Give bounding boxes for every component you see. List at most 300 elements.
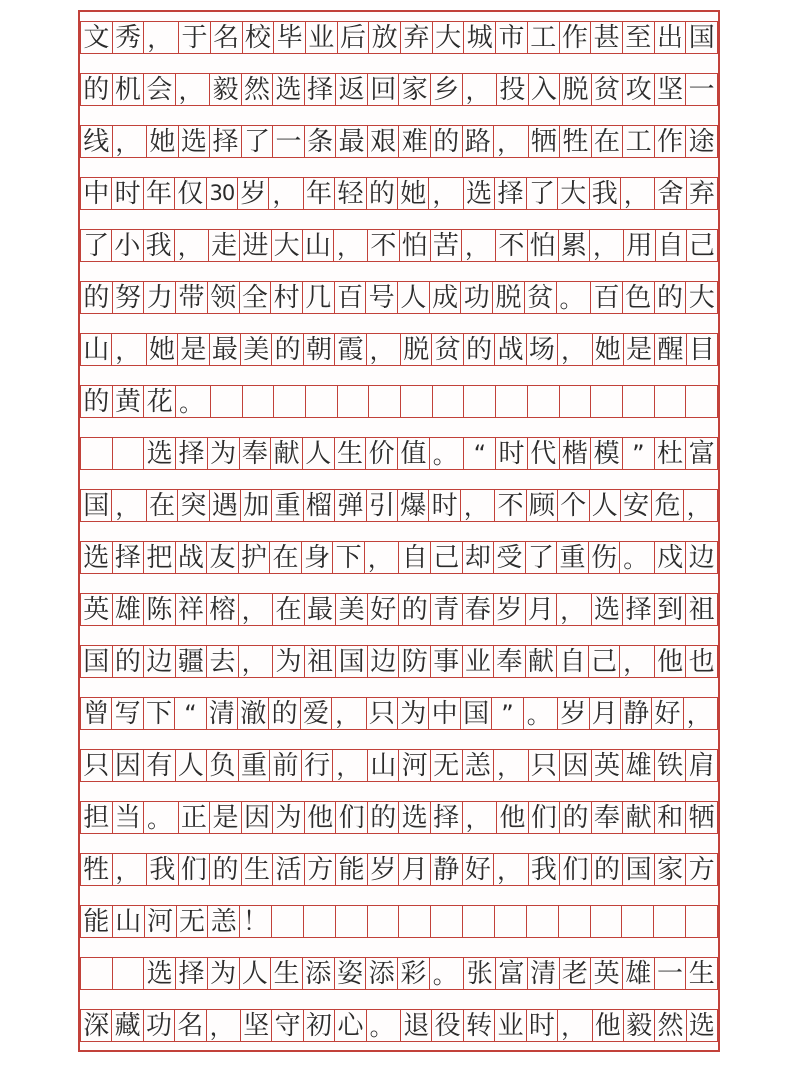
character-cell: 边 bbox=[368, 645, 400, 678]
character-cell: 只 bbox=[367, 697, 398, 730]
character-cell: 一 bbox=[686, 73, 718, 106]
character-cell: 选 bbox=[144, 437, 176, 470]
character-cell: 为 bbox=[208, 957, 240, 990]
character-cell: 国 bbox=[80, 645, 113, 678]
character-cell: 奉 bbox=[240, 437, 272, 470]
character-cell: ， bbox=[558, 1009, 592, 1042]
grid-row bbox=[80, 541, 718, 574]
character-cell: 功 bbox=[461, 281, 493, 314]
character-cell: 雄 bbox=[623, 749, 655, 782]
character-cell: 她 bbox=[398, 177, 429, 210]
character-cell: ” bbox=[623, 437, 655, 470]
character-cell: ， bbox=[333, 749, 368, 782]
character-cell: 无 bbox=[431, 749, 463, 782]
character-cell: 作 bbox=[655, 125, 687, 158]
empty-cell bbox=[464, 385, 496, 418]
character-cell: 放 bbox=[369, 21, 401, 54]
empty-cell bbox=[243, 385, 275, 418]
character-cell: 春 bbox=[463, 593, 495, 626]
character-cell: 家 bbox=[655, 853, 687, 886]
empty-cell bbox=[495, 905, 527, 938]
character-cell: 危 bbox=[652, 489, 683, 522]
character-cell: 献 bbox=[623, 801, 655, 834]
character-cell: ！ bbox=[240, 905, 272, 938]
character-cell: 条 bbox=[305, 125, 337, 158]
character-cell: 领 bbox=[208, 281, 240, 314]
character-cell: 突 bbox=[178, 489, 209, 522]
character-cell: 曾 bbox=[80, 697, 112, 730]
character-cell: 己 bbox=[589, 645, 621, 678]
character-cell: ， bbox=[463, 801, 498, 834]
character-cell: 择 bbox=[113, 541, 145, 574]
character-cell: 受 bbox=[494, 541, 526, 574]
character-cell: 大 bbox=[433, 21, 465, 54]
character-cell: 是 bbox=[624, 333, 655, 366]
character-cell: ， bbox=[621, 177, 655, 210]
character-cell: 不 bbox=[495, 489, 526, 522]
character-cell: 我 bbox=[147, 853, 179, 886]
character-cell: 文 bbox=[80, 21, 113, 54]
character-cell: 城 bbox=[464, 21, 496, 54]
character-cell: 们 bbox=[336, 801, 368, 834]
character-cell: 他 bbox=[497, 801, 529, 834]
character-cell: 功 bbox=[144, 1009, 175, 1042]
character-cell: 榕 bbox=[207, 593, 239, 626]
character-cell: ， bbox=[112, 489, 146, 522]
character-cell: 无 bbox=[177, 905, 209, 938]
character-cell: 美 bbox=[241, 333, 272, 366]
character-cell: 一 bbox=[273, 125, 305, 158]
character-cell: 个 bbox=[558, 489, 589, 522]
character-cell: 仅 bbox=[175, 177, 206, 210]
character-cell: 毅 bbox=[624, 1009, 655, 1042]
character-cell: 们 bbox=[529, 801, 561, 834]
empty-cell bbox=[399, 905, 431, 938]
character-cell: ， bbox=[590, 229, 624, 262]
character-cell: 重 bbox=[557, 541, 589, 574]
character-cell: 了 bbox=[526, 541, 558, 574]
character-cell: 投 bbox=[497, 73, 529, 106]
character-cell: 因 bbox=[113, 749, 145, 782]
character-cell: 时 bbox=[112, 177, 143, 210]
character-cell: 至 bbox=[623, 21, 655, 54]
character-cell: 择 bbox=[176, 437, 208, 470]
character-cell: 难 bbox=[399, 125, 431, 158]
character-cell: ， bbox=[684, 697, 718, 730]
character-cell: 国 bbox=[461, 697, 492, 730]
empty-cell bbox=[274, 385, 306, 418]
grid-row bbox=[80, 177, 718, 210]
character-cell: 贫 bbox=[432, 333, 463, 366]
character-cell: 艰 bbox=[368, 125, 400, 158]
character-cell: 当 bbox=[113, 801, 145, 834]
character-cell: 也 bbox=[686, 645, 718, 678]
character-cell: ， bbox=[113, 125, 148, 158]
character-cell: ， bbox=[334, 229, 368, 262]
character-cell: 岁 bbox=[558, 697, 589, 730]
character-cell: 时 bbox=[496, 437, 528, 470]
character-cell: 的 bbox=[368, 801, 400, 834]
character-cell: 好 bbox=[368, 593, 400, 626]
character-cell: 然 bbox=[655, 1009, 686, 1042]
character-cell: 用 bbox=[624, 229, 655, 262]
character-cell: 弃 bbox=[687, 177, 718, 210]
character-cell: “ bbox=[175, 697, 206, 730]
character-cell: ， bbox=[620, 645, 655, 678]
character-cell: ， bbox=[332, 697, 366, 730]
character-cell: 疆 bbox=[176, 645, 208, 678]
character-cell: ， bbox=[463, 73, 498, 106]
character-cell: 老 bbox=[560, 957, 592, 990]
character-cell: 贫 bbox=[592, 73, 624, 106]
character-cell: 奉 bbox=[494, 645, 526, 678]
character-cell: 好 bbox=[463, 853, 495, 886]
character-cell: 献 bbox=[526, 645, 558, 678]
character-cell: 择 bbox=[431, 801, 463, 834]
character-cell: 的 bbox=[80, 385, 113, 418]
character-cell: 边 bbox=[686, 541, 718, 574]
character-cell: 人 bbox=[303, 437, 335, 470]
character-cell: 毕 bbox=[274, 21, 306, 54]
character-cell: 牲 bbox=[80, 853, 113, 886]
character-cell: 的 bbox=[113, 645, 145, 678]
character-cell: 黄 bbox=[113, 385, 145, 418]
character-cell: 铁 bbox=[655, 749, 687, 782]
empty-cell bbox=[623, 385, 655, 418]
character-cell: 把 bbox=[144, 541, 176, 574]
character-cell: 选 bbox=[273, 73, 305, 106]
character-cell: 工 bbox=[528, 21, 560, 54]
character-cell: 。 bbox=[524, 697, 558, 730]
empty-cell bbox=[463, 905, 495, 938]
character-cell: 她 bbox=[147, 333, 178, 366]
character-cell: 战 bbox=[495, 333, 526, 366]
character-cell: 在 bbox=[147, 489, 178, 522]
character-cell: 了 bbox=[242, 125, 274, 158]
character-cell: 下 bbox=[333, 541, 365, 574]
character-cell: 选 bbox=[179, 125, 211, 158]
character-cell: 小 bbox=[112, 229, 143, 262]
character-cell: 怕 bbox=[400, 229, 431, 262]
character-cell: 为 bbox=[398, 697, 429, 730]
character-cell: 牺 bbox=[686, 801, 718, 834]
character-cell: ， bbox=[239, 645, 274, 678]
empty-cell bbox=[338, 385, 370, 418]
empty-cell bbox=[528, 385, 560, 418]
character-cell: 在 bbox=[592, 125, 624, 158]
character-cell: 护 bbox=[239, 541, 271, 574]
grid-row bbox=[80, 905, 718, 938]
character-cell: 市 bbox=[496, 21, 528, 54]
character-cell: 只 bbox=[529, 749, 561, 782]
character-cell: 择 bbox=[495, 177, 526, 210]
character-cell: 百 bbox=[591, 281, 623, 314]
empty-cell bbox=[369, 385, 401, 418]
character-cell: 的 bbox=[592, 853, 624, 886]
character-cell: 祖 bbox=[305, 645, 337, 678]
character-cell: 雄 bbox=[113, 593, 145, 626]
character-cell: 担 bbox=[80, 801, 113, 834]
character-cell: 霞 bbox=[335, 333, 366, 366]
character-cell: 名 bbox=[175, 1009, 206, 1042]
character-cell: 恙 bbox=[208, 905, 240, 938]
character-cell: 不 bbox=[368, 229, 399, 262]
character-cell: 山 bbox=[113, 905, 145, 938]
character-cell: 择 bbox=[210, 125, 242, 158]
grid-row bbox=[80, 489, 718, 522]
empty-cell bbox=[368, 905, 400, 938]
character-cell: ， bbox=[494, 749, 529, 782]
character-cell: 引 bbox=[367, 489, 398, 522]
character-cell: 大 bbox=[558, 177, 589, 210]
character-cell: 和 bbox=[655, 801, 687, 834]
empty-cell bbox=[686, 385, 718, 418]
character-cell: 英 bbox=[80, 593, 113, 626]
empty-cell bbox=[211, 385, 243, 418]
empty-cell bbox=[527, 905, 559, 938]
character-cell: 去 bbox=[207, 645, 239, 678]
character-cell: 是 bbox=[210, 801, 242, 834]
character-cell: 能 bbox=[336, 853, 368, 886]
character-cell: 选 bbox=[80, 541, 113, 574]
character-cell: 榴 bbox=[304, 489, 335, 522]
empty-cell bbox=[622, 905, 654, 938]
character-cell: 张 bbox=[464, 957, 496, 990]
character-cell: 山 bbox=[80, 333, 112, 366]
character-cell: 了 bbox=[527, 177, 558, 210]
character-cell: 转 bbox=[464, 1009, 495, 1042]
character-cell: 毅 bbox=[210, 73, 242, 106]
character-cell: ， bbox=[176, 73, 211, 106]
character-cell: 回 bbox=[368, 73, 400, 106]
character-cell: 代 bbox=[528, 437, 560, 470]
character-cell: 的 bbox=[431, 125, 463, 158]
character-cell: 负 bbox=[207, 749, 239, 782]
character-cell: 中 bbox=[80, 177, 112, 210]
character-cell: ， bbox=[269, 177, 303, 210]
grid-row bbox=[80, 593, 718, 626]
character-cell: 怕 bbox=[528, 229, 559, 262]
character-cell: 是 bbox=[178, 333, 209, 366]
character-cell: 陈 bbox=[144, 593, 176, 626]
character-cell: 选 bbox=[144, 957, 176, 990]
character-cell: ， bbox=[207, 1009, 241, 1042]
character-cell: 名 bbox=[211, 21, 243, 54]
character-cell: 富 bbox=[686, 437, 718, 470]
character-cell: 杜 bbox=[655, 437, 687, 470]
empty-cell bbox=[401, 385, 433, 418]
character-cell: ， bbox=[494, 853, 529, 886]
character-cell: 业 bbox=[495, 1009, 526, 1042]
character-cell: 30 bbox=[207, 177, 238, 210]
character-cell: 选 bbox=[464, 177, 495, 210]
character-cell: 朝 bbox=[304, 333, 335, 366]
character-cell: ， bbox=[684, 489, 718, 522]
character-cell: 添 bbox=[303, 957, 335, 990]
character-cell: 他 bbox=[655, 645, 687, 678]
character-cell: 于 bbox=[179, 21, 211, 54]
character-cell: 祥 bbox=[176, 593, 208, 626]
empty-cell bbox=[306, 385, 338, 418]
character-cell: 然 bbox=[242, 73, 274, 106]
character-cell: 能 bbox=[80, 905, 113, 938]
character-cell: 苦 bbox=[431, 229, 462, 262]
character-cell: 人 bbox=[240, 957, 272, 990]
character-cell: 入 bbox=[529, 73, 561, 106]
character-cell: 有 bbox=[144, 749, 176, 782]
character-cell: 的 bbox=[269, 697, 300, 730]
character-cell: 的 bbox=[464, 333, 495, 366]
character-cell: 国 bbox=[336, 645, 368, 678]
character-cell: 自 bbox=[399, 541, 431, 574]
character-cell: 脱 bbox=[560, 73, 592, 106]
character-cell: 时 bbox=[527, 1009, 558, 1042]
character-cell: 路 bbox=[463, 125, 495, 158]
character-cell: 攻 bbox=[623, 73, 655, 106]
character-cell: 战 bbox=[176, 541, 208, 574]
character-cell: 甚 bbox=[591, 21, 623, 54]
character-cell: 好 bbox=[652, 697, 683, 730]
grid-row bbox=[80, 281, 718, 314]
character-cell: 。 bbox=[620, 541, 655, 574]
character-cell: 家 bbox=[399, 73, 431, 106]
composition-sheet bbox=[78, 10, 720, 1052]
character-cell: 。 bbox=[430, 957, 465, 990]
character-cell: 选 bbox=[399, 801, 431, 834]
character-cell: 人 bbox=[590, 489, 621, 522]
character-cell: 生 bbox=[686, 957, 718, 990]
character-cell: 月 bbox=[399, 853, 431, 886]
character-cell: 舍 bbox=[655, 177, 686, 210]
character-cell: 全 bbox=[240, 281, 272, 314]
character-cell: 国 bbox=[686, 21, 718, 54]
character-cell: 色 bbox=[623, 281, 655, 314]
character-cell: 的 bbox=[210, 853, 242, 886]
character-cell: 业 bbox=[463, 645, 495, 678]
character-cell: 花 bbox=[144, 385, 176, 418]
character-cell: 自 bbox=[656, 229, 687, 262]
empty-cell bbox=[591, 385, 623, 418]
character-cell: 役 bbox=[432, 1009, 463, 1042]
empty-cell bbox=[654, 905, 686, 938]
character-cell: 在 bbox=[273, 593, 305, 626]
character-cell: 身 bbox=[302, 541, 334, 574]
empty-cell bbox=[431, 905, 463, 938]
character-cell: 初 bbox=[304, 1009, 335, 1042]
character-cell: 弹 bbox=[335, 489, 366, 522]
character-cell: 深 bbox=[80, 1009, 112, 1042]
empty-cell bbox=[591, 905, 623, 938]
grid-row bbox=[80, 333, 718, 366]
character-cell: ， bbox=[144, 21, 179, 54]
character-cell: 脱 bbox=[401, 333, 432, 366]
character-cell: 们 bbox=[179, 853, 211, 886]
character-cell: 脱 bbox=[493, 281, 525, 314]
character-cell: 边 bbox=[144, 645, 176, 678]
character-cell: 肩 bbox=[686, 749, 718, 782]
character-cell: 场 bbox=[527, 333, 558, 366]
character-cell: 择 bbox=[176, 957, 208, 990]
character-cell: 活 bbox=[273, 853, 305, 886]
character-cell: 百 bbox=[335, 281, 367, 314]
character-cell: 会 bbox=[144, 73, 176, 106]
character-cell: ， bbox=[367, 333, 401, 366]
character-cell: 月 bbox=[526, 593, 558, 626]
character-cell: 顾 bbox=[527, 489, 558, 522]
character-cell: 年 bbox=[144, 177, 175, 210]
character-cell: 。 bbox=[367, 1009, 401, 1042]
character-cell: 方 bbox=[305, 853, 337, 886]
character-cell: 最 bbox=[305, 593, 337, 626]
character-cell: 了 bbox=[80, 229, 112, 262]
character-cell: 。 bbox=[176, 385, 211, 418]
empty-cell bbox=[336, 905, 368, 938]
character-cell: 因 bbox=[560, 749, 592, 782]
character-cell: 目 bbox=[687, 333, 718, 366]
character-cell: 秀 bbox=[113, 21, 145, 54]
character-cell: 机 bbox=[113, 73, 145, 106]
empty-cell bbox=[560, 385, 592, 418]
character-cell: 前 bbox=[270, 749, 302, 782]
character-cell: 出 bbox=[655, 21, 687, 54]
character-cell: 一 bbox=[655, 957, 687, 990]
character-cell: 成 bbox=[430, 281, 462, 314]
character-cell: 择 bbox=[623, 593, 655, 626]
grid-row bbox=[80, 957, 718, 990]
character-cell: 贫 bbox=[525, 281, 557, 314]
character-cell: 伤 bbox=[589, 541, 621, 574]
character-cell: 最 bbox=[210, 333, 241, 366]
empty-cell bbox=[686, 905, 718, 938]
character-cell: 爱 bbox=[301, 697, 332, 730]
character-cell: 我 bbox=[529, 853, 561, 886]
character-cell: 校 bbox=[243, 21, 275, 54]
character-cell: ， bbox=[461, 489, 495, 522]
character-cell: ， bbox=[494, 125, 529, 158]
character-cell: 英 bbox=[592, 749, 624, 782]
grid-row bbox=[80, 125, 718, 158]
character-cell: 藏 bbox=[112, 1009, 143, 1042]
character-cell: 退 bbox=[401, 1009, 432, 1042]
character-cell: 他 bbox=[593, 1009, 624, 1042]
empty-cell bbox=[496, 385, 528, 418]
character-cell: 心 bbox=[335, 1009, 366, 1042]
character-cell: 我 bbox=[590, 177, 621, 210]
character-cell: 的 bbox=[272, 333, 303, 366]
character-cell: 最 bbox=[336, 125, 368, 158]
character-cell: 戍 bbox=[655, 541, 687, 574]
character-cell: 线 bbox=[80, 125, 113, 158]
character-cell: 后 bbox=[338, 21, 370, 54]
character-cell: 姿 bbox=[335, 957, 367, 990]
character-cell: 价 bbox=[366, 437, 398, 470]
character-cell: 年 bbox=[304, 177, 335, 210]
character-cell: 返 bbox=[336, 73, 368, 106]
character-cell: 英 bbox=[591, 957, 623, 990]
empty-cell bbox=[433, 385, 465, 418]
character-cell: 清 bbox=[528, 957, 560, 990]
character-cell: 爆 bbox=[398, 489, 429, 522]
character-cell: 重 bbox=[239, 749, 271, 782]
character-cell: 献 bbox=[271, 437, 303, 470]
character-cell: 河 bbox=[399, 749, 431, 782]
character-cell: 富 bbox=[496, 957, 528, 990]
character-cell: 到 bbox=[655, 593, 687, 626]
character-cell: 中 bbox=[429, 697, 460, 730]
character-cell: 大 bbox=[686, 281, 718, 314]
character-cell: 值 bbox=[398, 437, 430, 470]
character-cell: 努 bbox=[113, 281, 145, 314]
